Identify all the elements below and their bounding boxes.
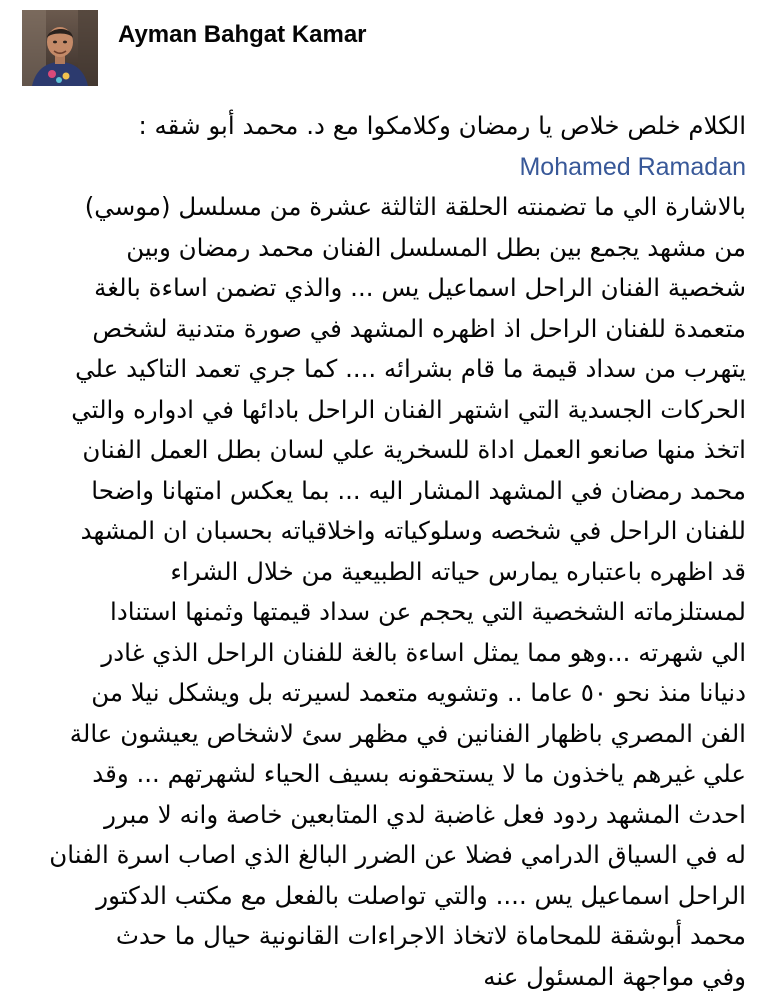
post-body-line: احدث المشهد ردود فعل غاضبة لدي المتابعين خاصة وانه لا مبرر xyxy=(18,795,746,836)
post-body-line: محمد رمضان في المشهد المشار اليه ... بما يعكس امتهانا واضحا xyxy=(18,471,746,512)
post-body-line: علي غيرهم ياخذون ما لا يستحقونه بسيف الحياء لشهرتهم ... وقد xyxy=(18,754,746,795)
post-body-line: الفن المصري باظهار الفنانين في مظهر سئ لاشخاص يعيشون عالة xyxy=(18,714,746,755)
post-body-line: لمستلزماته الشخصية التي يحجم عن سداد قيمتها وثمنها استنادا xyxy=(18,592,746,633)
post-body-line: من مشهد يجمع بين بطل المسلسل الفنان محمد رمضان وبين xyxy=(18,228,746,269)
post-body-line: الراحل اسماعيل يس .... والتي تواصلت بالفعل مع مكتب الدكتور xyxy=(18,876,746,917)
post-body-line: له في السياق الدرامي فضلا عن الضرر البالغ الذي اصاب اسرة الفنان xyxy=(18,835,746,876)
mention-link[interactable]: Mohamed Ramadan xyxy=(18,147,746,188)
post-body-line: قد اظهره باعتباره يمارس حياته الطبيعية من خلال الشراء xyxy=(18,552,746,593)
post-body-line: متعمدة للفنان الراحل اذ اظهره المشهد في صورة متدنية لشخص xyxy=(18,309,746,350)
post-body-line: محمد أبوشقة للمحاماة لاتخاذ الاجراءات القانونية حيال ما حدث xyxy=(18,916,746,957)
post-body-line: دنيانا منذ نحو ٥٠ عاما .. وتشويه متعمد لسيرته بل ويشكل نيلا من xyxy=(18,673,746,714)
author-name[interactable]: Ayman Bahgat Kamar xyxy=(118,21,367,49)
post-body-line: شخصية الفنان الراحل اسماعيل يس ... والذي تضمن اساءة بالغة xyxy=(18,268,746,309)
post-body xyxy=(18,106,746,997)
post-body-line: للفنان الراحل في شخصه وسلوكياته واخلاقياته بحسبان ان المشهد xyxy=(18,511,746,552)
post-header xyxy=(22,10,367,86)
post-intro-line: الكلام خلص خلاص يا رمضان وكلامكوا مع د. محمد أبو شقه : xyxy=(18,106,746,147)
avatar-photo-icon xyxy=(22,10,98,86)
avatar[interactable] xyxy=(22,10,98,86)
post-body-line: وفي مواجهة المسئول عنه xyxy=(18,957,746,997)
post-body-line: اتخذ منها صانعو العمل اداة للسخرية علي لسان بطل العمل الفنان xyxy=(18,430,746,471)
post-body-line: يتهرب من سداد قيمة ما قام بشرائه .... كما جري تعمد التاكيد علي xyxy=(18,349,746,390)
post-body-line: الحركات الجسدية التي اشتهر الفنان الراحل بادائها في ادواره والتي xyxy=(18,390,746,431)
post-body-line: بالاشارة الي ما تضمنته الحلقة الثالثة عشرة من مسلسل (موسي) xyxy=(18,187,746,228)
post-body-line: الي شهرته ...وهو مما يمثل اساءة بالغة للفنان الراحل الذي غادر xyxy=(18,633,746,674)
